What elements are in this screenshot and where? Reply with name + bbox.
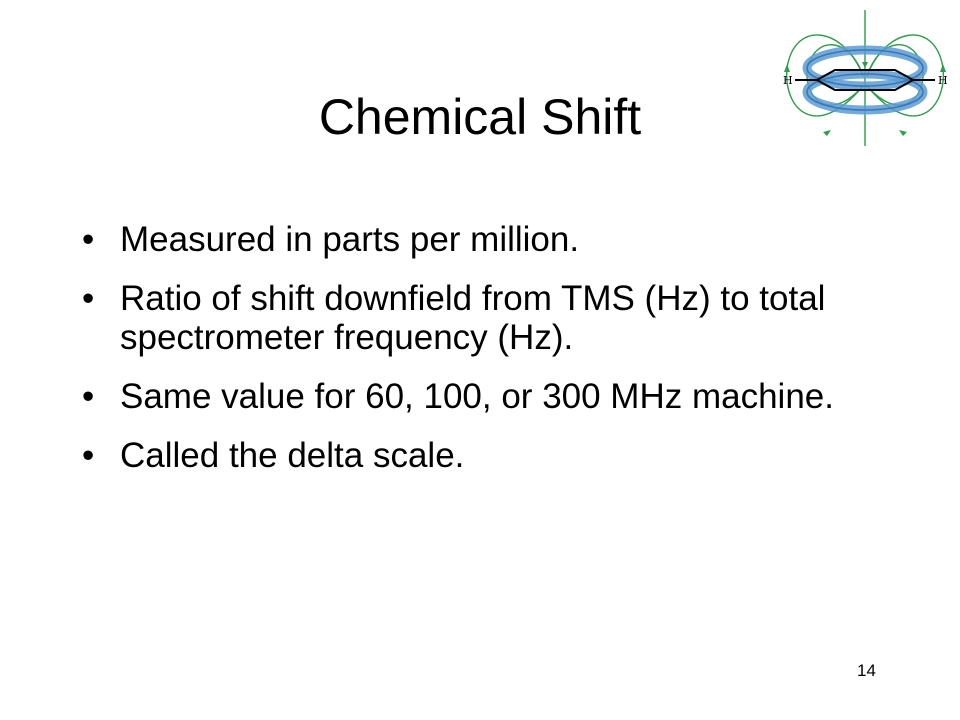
bullet-list xyxy=(82,220,902,495)
bullet-text: Ratio of shift downfield from TMS (Hz) to total spectrometer frequency (Hz). xyxy=(120,279,826,357)
slide-title: Chemical Shift xyxy=(318,89,642,145)
bullet-text: Measured in parts per million. xyxy=(120,220,580,259)
bullet-marker: • xyxy=(82,279,95,318)
bullet-item xyxy=(82,279,902,357)
bullet-text: Same value for 60, 100, or 300 MHz machine. xyxy=(120,377,834,416)
bullet-item xyxy=(82,377,902,416)
slide-number: 14 xyxy=(857,661,876,680)
bullet-marker: • xyxy=(82,436,95,475)
bullet-marker: • xyxy=(82,377,95,416)
bullet-item xyxy=(82,436,902,475)
bullet-marker: • xyxy=(82,220,95,259)
bullet-item xyxy=(82,220,902,259)
right-hydrogen-label: H xyxy=(938,74,948,87)
bullet-text: Called the delta scale. xyxy=(120,436,465,475)
benzene-ring-current-diagram xyxy=(775,8,955,148)
left-hydrogen-label: H xyxy=(783,74,793,87)
